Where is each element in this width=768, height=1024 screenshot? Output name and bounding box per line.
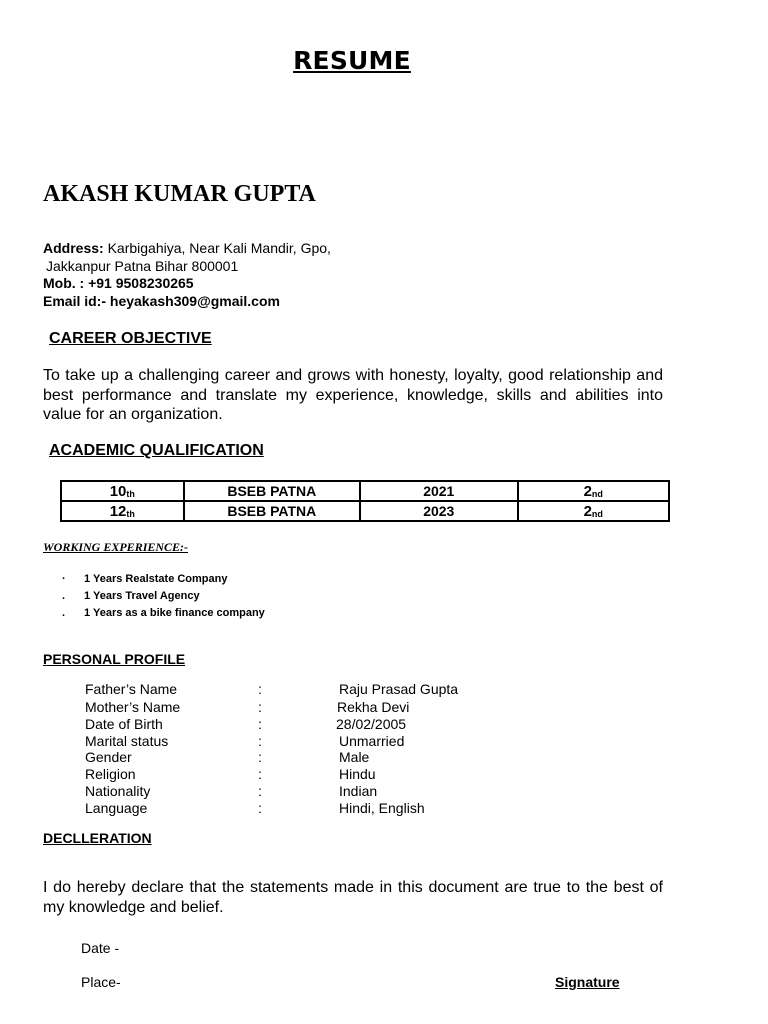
profile-separator: : (258, 783, 262, 799)
profile-separator: : (258, 733, 262, 749)
profile-value: Male (339, 749, 370, 765)
division-number: 2 (583, 482, 592, 500)
profile-row (85, 681, 535, 698)
profile-row (85, 699, 535, 716)
profile-separator: : (258, 766, 262, 782)
address-line-2: Jakkanpur Patna Bihar 800001 (46, 258, 239, 274)
bullet: . (62, 607, 66, 619)
profile-label: Mother’s Name (85, 699, 181, 715)
profile-value: Indian (339, 783, 378, 799)
work-experience-list (62, 571, 265, 622)
class-number: 12 (109, 502, 127, 520)
year-cell: 2021 (360, 481, 517, 501)
date-label: Date - (81, 940, 120, 956)
profile-separator: : (258, 716, 262, 732)
address-text-1: Karbigahiya, Near Kali Mandir, Gpo, (107, 240, 331, 256)
list-item (62, 588, 265, 605)
profile-row (85, 800, 535, 817)
profile-separator: : (258, 699, 262, 715)
working-experience-heading: WORKING EXPERIENCE:- (43, 540, 189, 554)
list-item (62, 605, 265, 622)
profile-value: Hindi, English (339, 800, 425, 816)
profile-row (85, 783, 535, 800)
career-objective-heading: CAREER OBJECTIVE (49, 330, 212, 347)
candidate-name: AKASH KUMAR GUPTA (43, 181, 316, 207)
work-item-text: 1 Years as a bike finance company (84, 607, 265, 619)
profile-value: Unmarried (339, 733, 405, 749)
profile-value: Raju Prasad Gupta (339, 681, 459, 697)
class-suffix: th (126, 508, 135, 519)
work-item-text: 1 Years Travel Agency (84, 590, 200, 602)
list-item (62, 571, 265, 588)
bullet: . (62, 590, 66, 602)
profile-label: Religion (85, 766, 136, 782)
profile-label: Marital status (85, 733, 169, 749)
profile-separator: : (258, 800, 262, 816)
class-cell (61, 501, 184, 521)
declaration-text: I do hereby declare that the statements made in this document are true to the best of my knowledge and belief. (43, 879, 663, 916)
class-number: 10 (109, 482, 127, 500)
profile-label: Nationality (85, 783, 151, 799)
year-cell: 2023 (360, 501, 517, 521)
personal-profile-list (85, 681, 535, 817)
class-cell (61, 481, 184, 501)
document-title: RESUME (293, 46, 411, 75)
class-suffix: th (126, 488, 135, 499)
address-line-1 (43, 240, 331, 256)
division-cell (518, 501, 669, 521)
profile-row (85, 716, 535, 733)
table-row (61, 481, 669, 501)
division-suffix: nd (591, 508, 603, 519)
personal-profile-heading: PERSONAL PROFILE (43, 651, 186, 667)
division-cell (518, 481, 669, 501)
profile-value: Rekha Devi (337, 699, 410, 715)
profile-separator: : (258, 681, 262, 697)
profile-label: Gender (85, 749, 132, 765)
profile-label: Language (85, 800, 148, 816)
profile-row (85, 766, 535, 783)
mobile-number: Mob. : +91 9508230265 (43, 275, 194, 291)
profile-row (85, 733, 535, 750)
signature-label: Signature (555, 974, 620, 990)
profile-row (85, 749, 535, 766)
profile-separator: : (258, 749, 262, 765)
place-label: Place- (81, 974, 121, 990)
profile-value: Hindu (339, 766, 376, 782)
career-objective-text: To take up a challenging career and grows with honesty, loyalty, good relationship and best performance and translate my experience, knowledge, skills and abilities into value for an organization. (43, 367, 663, 423)
declaration-heading: DECLLERATION (43, 830, 152, 846)
bullet: · (62, 573, 66, 585)
profile-value: 28/02/2005 (336, 716, 407, 732)
work-item-text: 1 Years Realstate Company (84, 573, 228, 585)
table-row (61, 501, 669, 521)
profile-label: Father’s Name (85, 681, 178, 697)
division-number: 2 (583, 502, 592, 520)
address-label: Address: (43, 240, 104, 256)
board-cell: BSEB PATNA (184, 481, 360, 501)
profile-label: Date of Birth (85, 716, 163, 732)
division-suffix: nd (591, 488, 603, 499)
academic-table (60, 480, 670, 522)
email-address: Email id:- heyakash309@gmail.com (43, 293, 280, 309)
board-cell: BSEB PATNA (184, 501, 360, 521)
academic-qualification-heading: ACADEMIC QUALIFICATION (49, 442, 264, 459)
